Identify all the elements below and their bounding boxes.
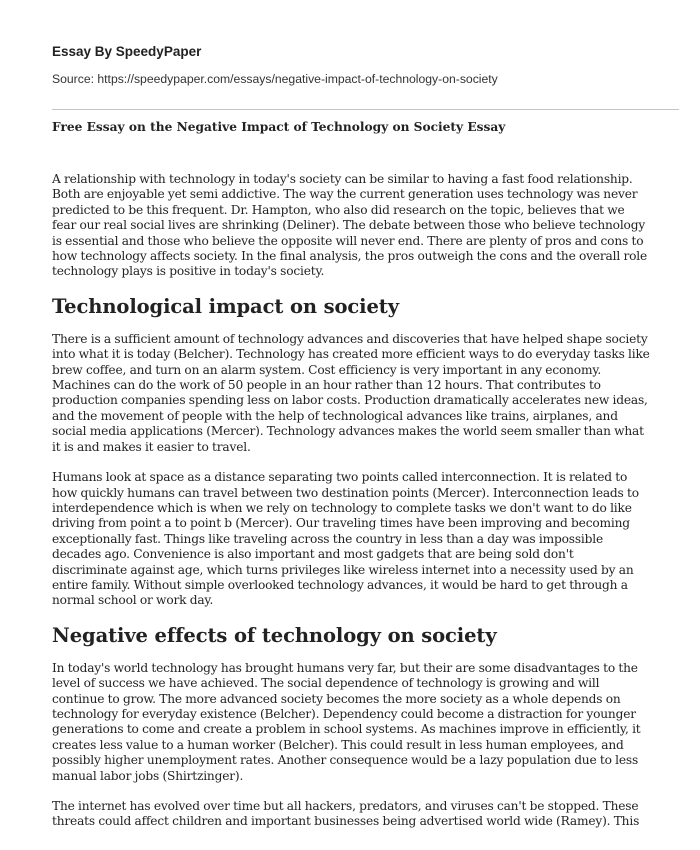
- section-heading-technological-impact: Technological impact on society: [52, 294, 399, 318]
- intro-paragraph: A relationship with technology in today's society can be similar to having a fast food relationship. Both are enjoyable yet semi addictive. The way the current generation uses technology was never predicted to be this frequent. Dr. Hampton, who also did research on the topic, believes that we fear our real social lives are shrinking (Deliner). The debate between those who believe technology is essential and those who believe the opposite will never end. There are plenty of pros and cons to how technology affects society. In the final analysis, the pros outweigh the cons and the overall role technology plays is positive in today's society.: [52, 172, 648, 279]
- section-heading-negative-effects: Negative effects of technology on society: [52, 623, 497, 647]
- essay-title: Free Essay on the Negative Impact of Technology on Society Essay: [52, 120, 506, 134]
- body-paragraph: The internet has evolved over time but all hackers, predators, and viruses can't be stopped. These threats could affect children and important businesses being advertised world wide (Ramey). This: [52, 799, 640, 829]
- body-paragraph: In today's world technology has brought humans very far, but their are some disadvantages to the level of success we have achieved. The social dependence of technology is growing and will continue to grow. The more advanced society becomes the more society as a whole depends on technology for everyday existence (Belcher). Dependency could become a distraction for younger generations to come and create a problem in school systems. As machines improve in efficiently, it creates less value to a human worker (Belcher). This could result in less human employees, and possibly higher unemployment rates. Another consequence would be a lazy population due to less manual labor jobs (Shirtzinger).: [52, 660, 641, 783]
- source-line: Source: https://speedypaper.com/essays/negative-impact-of-technology-on-society: [52, 72, 498, 86]
- publisher-brand: Essay By SpeedyPaper: [52, 44, 202, 59]
- body-paragraph: Humans look at space as a distance separating two points called interconnection. It is related to how quickly humans can travel between two destination points (Mercer). Interconnection leads to interdependence which is when we rely on technology to complete tasks we don't want to do like driving from point a to point b (Mercer). Our traveling times have been improving and becoming exceptionally fast. Things like traveling across the country in less than a day was impossible decades ago. Convenience is also important and most gadgets that are being sold don't discriminate against age, which turns privileges like wireless internet into a necessity used by an entire family. Without simple overlooked technology advances, it would be hard to get through a normal school or work day.: [52, 470, 639, 608]
- body-paragraph: There is a sufficient amount of technology advances and discoveries that have helped shape society into what it is today (Belcher). Technology has created more efficient ways to do everyday tasks like brew coffee, and turn on an alarm system. Cost efficiency is very important in any economy. Machines can do the work of 50 people in an hour rather than 12 hours. That contributes to production companies spending less on labor costs. Production dramatically accelerates new ideas, and the movement of people with the help of technological advances like trains, airplanes, and social media applications (Mercer). Technology advances makes the world seem smaller than what it is and makes it easier to travel.: [52, 331, 650, 454]
- header-divider: [52, 109, 679, 110]
- essay-body: [52, 172, 650, 845]
